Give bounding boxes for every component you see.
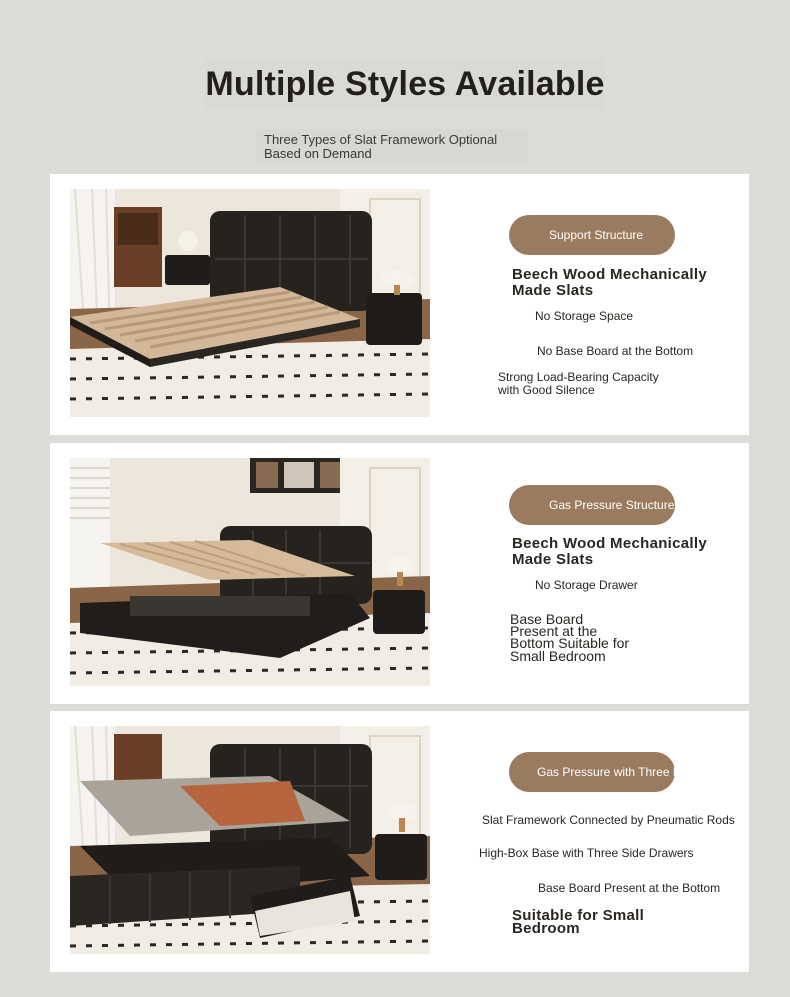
feature-line: Bottom Suitable for [510, 635, 630, 651]
pill-label: Support Structure [549, 228, 644, 242]
style-card-three-drawers [50, 711, 749, 972]
page-subtitle [256, 129, 528, 163]
feature-line: Made Slats [512, 551, 594, 568]
feature-line: Beech Wood Mechanically [512, 266, 708, 283]
feature-line: Slat Framework Connected by Pneumatic Rods [482, 813, 735, 827]
subtitle-line-2: Based on Demand [264, 146, 372, 161]
feature-line: Base Board [510, 611, 584, 627]
pill-label: Gas Pressure with Three Drawers [537, 765, 718, 779]
page-title: Multiple Styles Available [205, 58, 605, 110]
pill-support-structure [509, 215, 675, 255]
bed-with-drawers-photo [70, 726, 430, 954]
feature-line: No Storage Drawer [535, 578, 638, 592]
pill-gas-pressure-three-drawers [509, 752, 718, 792]
style-card-support [50, 174, 749, 435]
feature-line: with Good Silence [498, 383, 595, 397]
feature-line: High-Box Base with Three Side Drawers [479, 846, 694, 860]
bed-with-lifted-storage-photo [70, 458, 430, 686]
bed-with-slat-frame-photo [70, 189, 430, 417]
feature-line: No Storage Space [535, 309, 634, 323]
pill-label: Gas Pressure Structure [549, 498, 675, 512]
feature-line: No Base Board at the Bottom [537, 344, 694, 358]
feature-line: Strong Load-Bearing Capacity [498, 370, 659, 384]
feature-line: Beech Wood Mechanically [512, 535, 708, 552]
feature-line: Present at the [510, 623, 598, 639]
feature-line: Bedroom [512, 920, 580, 937]
feature-line: Small Bedroom [510, 648, 606, 664]
style-card-gas-pressure [50, 443, 749, 704]
feature-line: Base Board Present at the Bottom [538, 881, 721, 895]
subtitle-line-1: Three Types of Slat Framework Optional [264, 132, 498, 147]
pill-gas-pressure-structure [509, 485, 675, 525]
feature-line: Suitable for Small [512, 907, 645, 924]
feature-line: Made Slats [512, 282, 594, 299]
